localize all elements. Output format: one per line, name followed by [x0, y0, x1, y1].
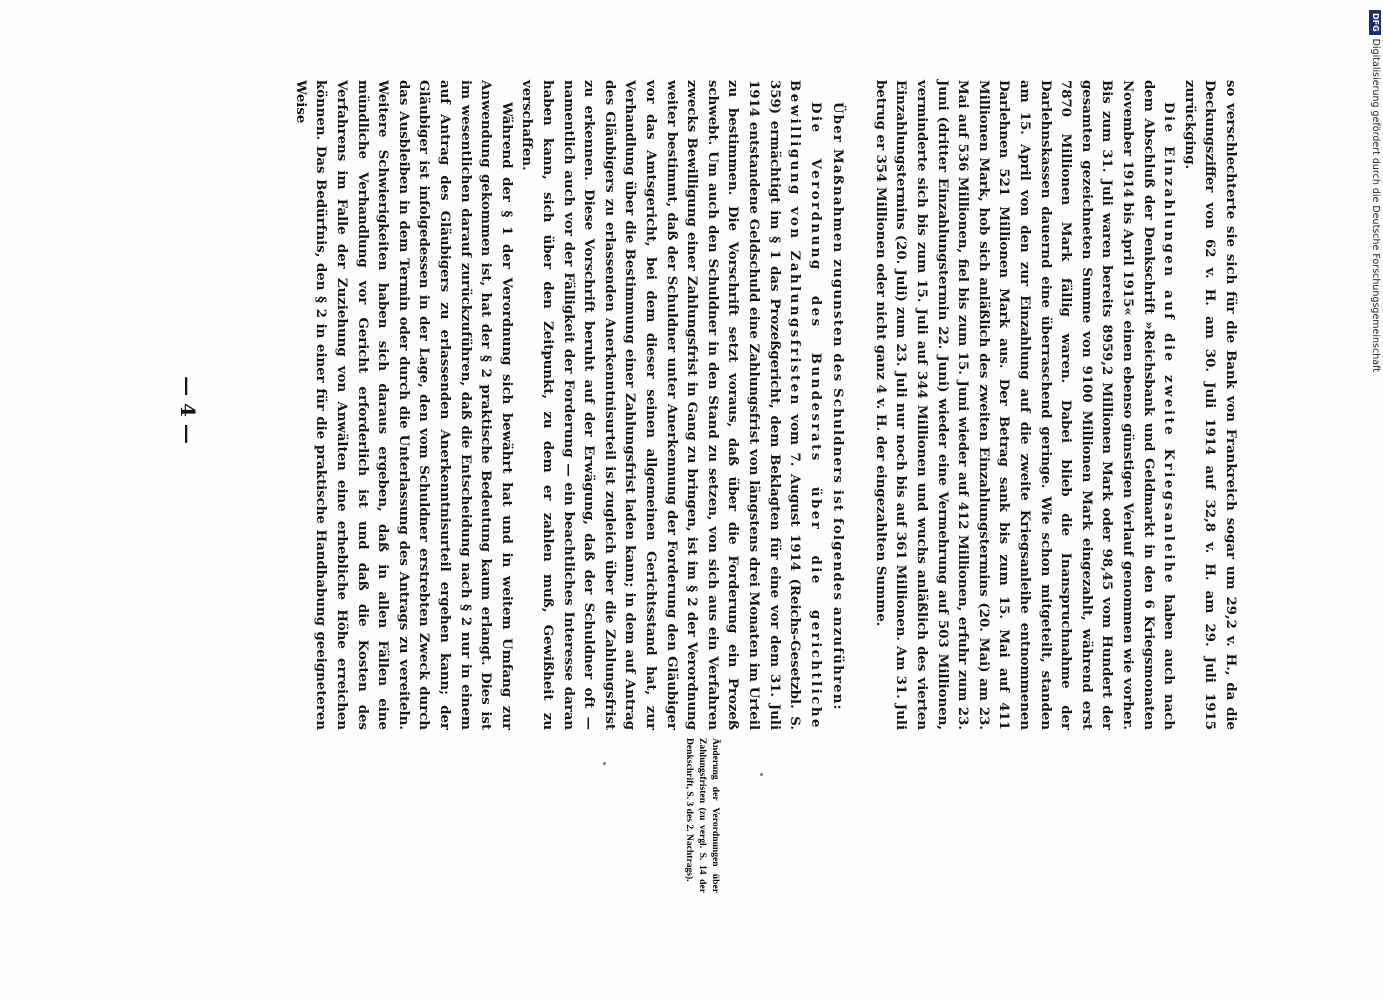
- section-bewaehrung-paragraph: Während der § 1 der Verordnung sich bewährt hat und in weitem Umfang zur Anwendung gekommen ist, hat der § 2 praktische Bedeutung kaum erlangt. Dies ist im wesentlichen darauf zurückzuführen, daß die Entscheidung nach § 2 nur in einem auf Antrag des Gläubigers zu erlassenden Anerkenntnisurteil ergehen kann; der Gläubiger ist infolgedessen in der Lage, den vom Schuldner erstrebten Zweck durch das Ausbleiben in dem Termin oder durch die Unterlassung des Antrags zu vereiteln. Weitere Schwierigkeiten haben sich daraus ergeben, daß in allen Fällen eine mündliche Verhandlung vor Gericht erforderlich ist und daß die Kosten des Verfahrens im Falle der Zuziehung von Anwälten eine erhebliche Höhe erreichen können. Das Bedürfnis, den § 2 in einer für die praktische Handhabung geeigneteren Weise: [292, 80, 514, 730]
- digitization-credit-text: Digitalisierung gefördert durch die Deutsche Forschungsgemeinschaft: [1370, 38, 1381, 372]
- section-einzahlungen-lead: Die Einzahlungen auf die zweite Kriegsanleihe: [1161, 102, 1177, 586]
- main-text-column: [289, 80, 1240, 730]
- section-schuldner-heading: Über Maßnahmen zugunsten des Schuldners ist folgendes anzuführen:: [830, 102, 846, 711]
- margin-note: Änderung der Verordnungen über Zahlungsfristen (zu vergl. S. 14 der Denkschrift, S. 3 des 2. Nachtrags).: [684, 738, 721, 893]
- section-einzahlungen-text: haben auch nach dem Abschluß der Denkschrift »Reichsbank und Geldmarkt in den 6 Kriegsmonaten November 1914 bis April 1915« einen ebenso günstigen Verlauf genommen wie vorher. Bis zum 31. Juli waren bereits 8959,2 Millionen Mark oder 98,45 vom Hundert der gesamten gezeichneten Summe von 9100 Millionen Mark eingezahlt, während erst 7870 Millionen Mark fällig waren. Dabei blieb die Inanspruchnahme der Darlehnskassen dauernd eine überraschend geringe. Wie schon mitgeteilt, standen am 15. April von den zur Einzahlung auf die zweite Kriegsanleihe entnommenen Darlehnen 521 Millionen Mark aus. Der Betrag sank bis zum 15. Mai auf 411 Millionen Mark, hob sich anläßlich des zweiten Einzahlungstermins (20. Mai) am 23. Mai auf 536 Millionen, fiel bis zum 15. Juni wieder auf 412 Millionen, erfuhr zum 23. Juni (dritter Einzahlungstermin 22. Juni) wieder eine Vermehrung auf 503 Millionen, verminderte sich bis zum 15. Juli auf 344 Millionen und wuchs anläßlich des vierten Einzahlungstermins (20. Juli) zum 23. Juli nur noch bis auf 361 Millionen. Am 31. Juli betrug er 354 Millionen oder nicht ganz 4 v. H. der eingezahlten Summe.: [872, 80, 1177, 730]
- rotated-page-content: [140, 80, 1240, 740]
- digitization-credit: [1368, 10, 1382, 990]
- dfg-logo: DFG: [1370, 10, 1382, 35]
- section-verordnung-lead: Die Verordnung des Bundesrats über die gerichtliche Bewilligung von Zahlungsfristen: [787, 80, 823, 730]
- digitization-credit-text-row: [1368, 10, 1382, 990]
- scan-speck: [603, 762, 606, 765]
- section-einzahlungen: [869, 80, 1178, 730]
- margin-note-wrapper: [662, 738, 722, 893]
- section-verordnung-text: vom 7. August 1914 (Reichs-Gesetzbl. S. 359) ermächtigt im § 1 das Prozeßgericht, dem Beklagten für eine vor dem 31. Juli 1914 entstandene Geldschuld eine Zahlungsfrist von längstens drei Monaten im Urteil zu bestimmen. Die Vorschrift setzt voraus, daß über die Forderung ein Prozeß schwebt. Um auch den Schuldner in den Stand zu setzen, von sich aus ein Verfahren zwecks Bewilligung einer Zahlungsfrist in Gang zu bringen, ist im § 2 der Verordnung weiter bestimmt, daß der Schuldner unter Anerkennung der Forderung den Gläubiger vor das Amtsgericht, bei dem dieser seinen allgemeinen Gerichtsstand hat, zur Verhandlung über die Bestimmung einer Zahlungsfrist laden kann; in dem auf Antrag des Gläubigers zu erlassenden Anerkenntnisurteil ist zugleich über die Zahlungsfrist zu erkennen. Diese Vorschrift beruht auf der Erwägung, daß der Schuldner oft — namentlich auch vor der Fälligkeit der Forderung — ein beachtliches Interesse daran haben kann, sich über den Zeitpunkt, zu dem er zahlen muß, Gewißheit zu verschaffen.: [519, 80, 803, 730]
- scan-speck: [760, 773, 763, 776]
- page-number: — 4 —: [176, 376, 200, 444]
- section-verordnung-paragraph: [516, 80, 825, 730]
- continuation-paragraph: so verschlechterte sie sich für die Bank von Frankreich sogar um 29,2 v. H., da die Deckungsziffer von 62 v. H. am 30. Juli 1914 auf 32,8 v. H. am 29. Juli 1915 zurückging.: [1181, 80, 1238, 730]
